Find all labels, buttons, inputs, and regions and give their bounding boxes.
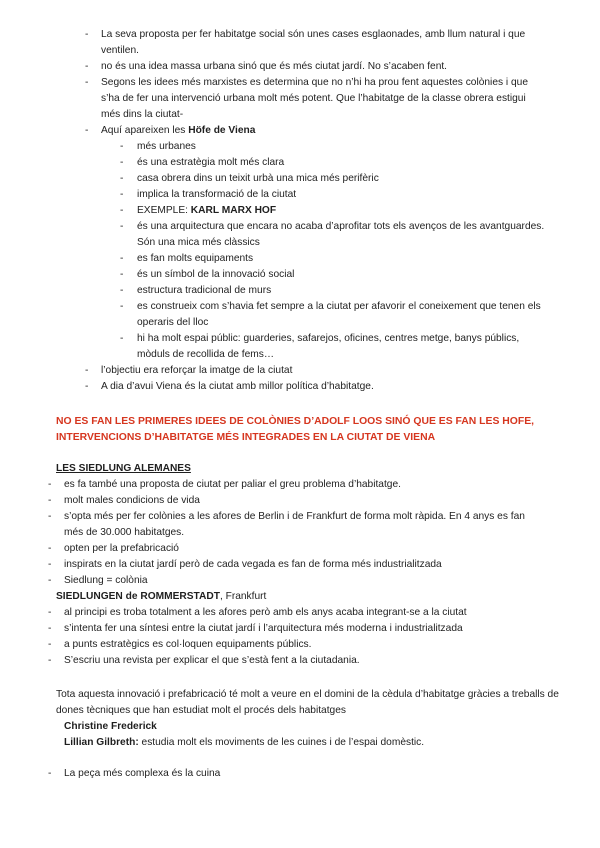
- rommerstadt-text: s’intenta fer una síntesi entre la ciutat jardí i l’arquitectura més moderna i industrialitzada: [64, 623, 463, 634]
- bullet-dash: -: [48, 543, 52, 554]
- bullet-dash: -: [120, 173, 124, 184]
- viena-text: implica la transformació de la ciutat: [137, 189, 297, 200]
- viena-item: [0, 379, 600, 395]
- bullet-dash: -: [48, 575, 52, 586]
- rommerstadt-list: [0, 605, 600, 669]
- viena-item: [0, 251, 600, 267]
- bullet-dash: -: [48, 495, 52, 506]
- bullet-dash: -: [48, 655, 52, 666]
- viena-text: més dins la ciutat-: [101, 109, 184, 120]
- viena-item: [0, 139, 600, 155]
- bullet-dash: -: [85, 29, 89, 40]
- bullet-dash: -: [120, 189, 124, 200]
- bullet-dash: -: [120, 205, 124, 216]
- viena-text: mòduls de recollida de fems…: [137, 349, 275, 360]
- final-item: [0, 766, 600, 782]
- viena-item: [0, 187, 600, 203]
- siedlung-text: s’opta més per fer colònies a les afores de Berlin i de Frankfurt de forma molt ràpida. En 4 anys es fan: [64, 511, 525, 522]
- list-top: [0, 27, 600, 395]
- viena-item: [0, 299, 600, 331]
- bullet-dash: -: [85, 125, 89, 136]
- paragraph-line-1: Tota aquesta innovació i prefabricació té molt a veure en el domini de la cèdula d’habitatge gràcies a treballs de: [56, 689, 559, 700]
- bullet-dash: -: [48, 768, 52, 779]
- viena-text: ventilen.: [101, 45, 139, 56]
- rommerstadt-heading: [56, 589, 576, 605]
- viena-text: operaris del lloc: [137, 317, 209, 328]
- bullet-dash: -: [120, 269, 124, 280]
- siedlung-item: [0, 541, 600, 557]
- rommerstadt-item: [0, 605, 600, 621]
- rommerstadt-title: SIEDLUNGEN de ROMMERSTADT: [56, 591, 220, 602]
- bullet-dash: -: [48, 479, 52, 490]
- rommerstadt-place: , Frankfurt: [219, 591, 267, 602]
- bullet-dash: -: [120, 221, 124, 232]
- bullet-dash: -: [85, 61, 89, 72]
- viena-item: [0, 331, 600, 363]
- rommerstadt-item: [0, 637, 600, 653]
- bullet-dash: -: [120, 141, 124, 152]
- siedlung-text: molt males condicions de vida: [64, 495, 200, 506]
- viena-item: [0, 363, 600, 379]
- siedlung-title: LES SIEDLUNG ALEMANES: [56, 463, 191, 474]
- red-heading: [56, 414, 566, 446]
- viena-item: [0, 75, 600, 123]
- viena-text: A dia d’avui Viena és la ciutat amb millor política d’habitatge.: [101, 381, 374, 392]
- bullet-dash: -: [120, 285, 124, 296]
- bullet-dash: -: [120, 301, 124, 312]
- bullet-dash: -: [48, 511, 52, 522]
- viena-text: casa obrera dins un teixit urbà una mica més perifèric: [137, 173, 379, 184]
- rommerstadt-text: S’escriu una revista per explicar el que s’està fent a la ciutadania.: [64, 655, 360, 666]
- bullet-dash: -: [120, 333, 124, 344]
- viena-text: es fan molts equipaments: [137, 253, 254, 264]
- bullet-dash: -: [120, 157, 124, 168]
- siedlung-text: Siedlung = colònia: [64, 575, 148, 586]
- siedlung-item: [0, 509, 600, 541]
- viena-text: Són una mica més clàssics: [137, 237, 260, 248]
- rommerstadt-text: al principi es troba totalment a les afores però amb els anys acaba integrant-se a la ciutat: [64, 607, 467, 618]
- viena-item: [0, 267, 600, 283]
- siedlung-item: [0, 573, 600, 589]
- bullet-dash: -: [120, 253, 124, 264]
- viena-text: estructura tradicional de murs: [137, 285, 272, 296]
- viena-text: hi ha molt espai públic: guarderies, safarejos, oficines, centres metge, banys públics,: [137, 333, 520, 344]
- siedlung-text: inspirats en la ciutat jardí però de cada vegada es fan de forma més industrialitzada: [64, 559, 442, 570]
- viena-text: Segons les idees més marxistes es determina que no n’hi ha prou fent aquestes colònies i que: [101, 77, 528, 88]
- final-list: [0, 766, 600, 782]
- viena-item: [0, 155, 600, 171]
- viena-text: més urbanes: [137, 141, 196, 152]
- siedlung-item: [0, 493, 600, 509]
- viena-item: [0, 283, 600, 299]
- viena-text: és una estratègia molt més clara: [137, 157, 285, 168]
- person-2: Lillian Gilbreth: estudia molt els moviments de les cuines i de l’espai domèstic.: [64, 737, 425, 748]
- rommerstadt-item: [0, 621, 600, 637]
- paragraph-line-2: dones tècniques que han estudiat molt el procés dels habitatges: [56, 705, 346, 716]
- bullet-dash: -: [48, 559, 52, 570]
- viena-item: [0, 59, 600, 75]
- viena-item: [0, 27, 600, 59]
- viena-item: [0, 123, 600, 139]
- viena-text: és un símbol de la innovació social: [137, 269, 295, 280]
- siedlung-text: es fa també una proposta de ciutat per paliar el greu problema d’habitatge.: [64, 479, 401, 490]
- person-1: Christine Frederick: [64, 721, 157, 732]
- siedlung-item: [0, 477, 600, 493]
- bullet-dash: -: [48, 623, 52, 634]
- viena-text: es construeix com s’havia fet sempre a la ciutat per afavorir el coneixement que tenen els: [137, 301, 541, 312]
- people: [64, 719, 564, 751]
- bullet-dash: -: [85, 365, 89, 376]
- siedlung-heading: [56, 461, 576, 477]
- viena-text: EXEMPLE: KARL MARX HOF: [137, 205, 277, 216]
- viena-text: La seva proposta per fer habitatge social són unes cases esglaonades, amb llum natural i que: [101, 29, 526, 40]
- rommerstadt-item: [0, 653, 600, 669]
- siedlung-item: [0, 557, 600, 573]
- siedlung-list: [0, 477, 600, 589]
- siedlung-text: més de 30.000 habitatges.: [64, 527, 185, 538]
- bullet-dash: -: [48, 607, 52, 618]
- bullet-dash: -: [85, 381, 89, 392]
- viena-item: [0, 171, 600, 187]
- viena-text: s’ha de fer una intervenció urbana molt més potent. Que l’habitatge de la classe obrera estigui: [101, 93, 526, 104]
- final-text: La peça més complexa és la cuina: [64, 768, 221, 779]
- viena-text: és una arquitectura que encara no acaba d’aprofitar tots els avenços de les avantguardes.: [137, 221, 545, 232]
- red-heading-line-1: NO ES FAN LES PRIMERES IDEES DE COLÒNIES D’ADOLF LOOS SINÓ QUE ES FAN LES HOFE,: [56, 416, 535, 427]
- viena-text: Aquí apareixen les Höfe de Viena: [101, 125, 256, 136]
- viena-item: [0, 219, 600, 251]
- viena-item: [0, 203, 600, 219]
- bullet-dash: -: [85, 77, 89, 88]
- red-heading-line-2: INTERVENCIONS D’HABITATGE MÉS INTEGRADES EN LA CIUTAT DE VIENA: [56, 432, 436, 443]
- siedlung-text: opten per la prefabricació: [64, 543, 179, 554]
- viena-text: l’objectiu era reforçar la imatge de la ciutat: [101, 365, 293, 376]
- viena-text: no és una idea massa urbana sinó que és més ciutat jardí. No s’acaben fent.: [101, 61, 448, 72]
- rommerstadt-text: a punts estratègics es col·loquen equipaments públics.: [64, 639, 312, 650]
- paragraph: [56, 687, 571, 719]
- bullet-dash: -: [48, 639, 52, 650]
